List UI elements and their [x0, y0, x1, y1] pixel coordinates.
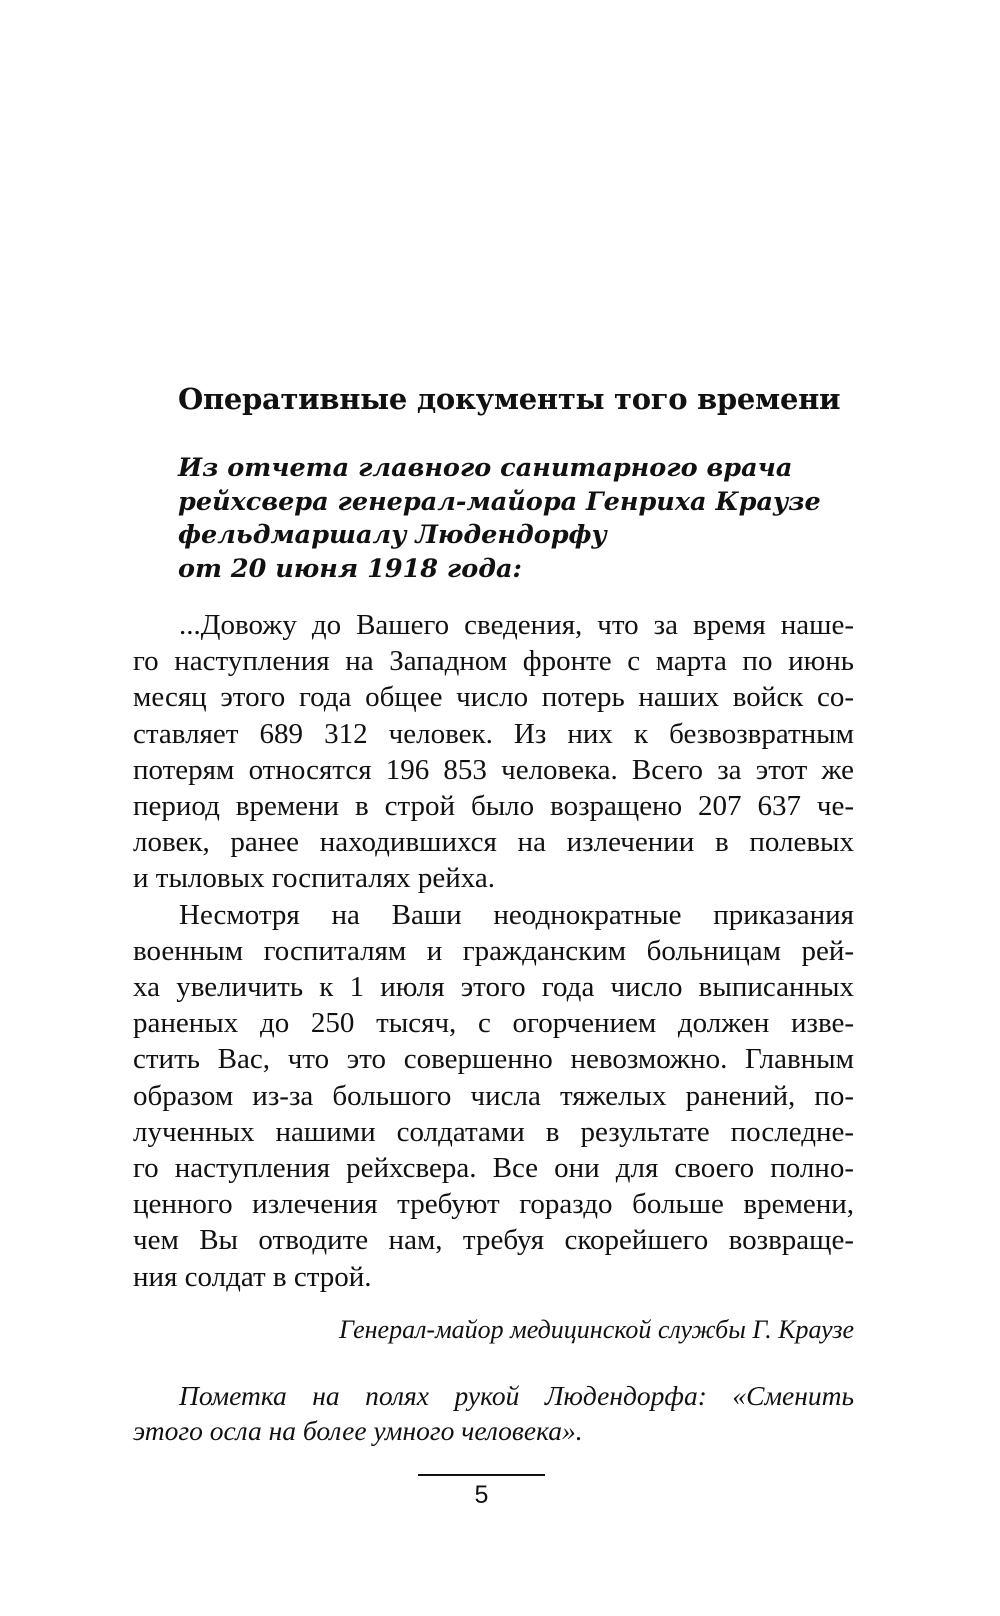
body-line: ставляет 689 312 человек. Из них к безвозвратным: [133, 717, 854, 750]
body-line: го наступления на Западном фронте с марта по июнь: [133, 645, 854, 678]
report-header: [178, 452, 821, 586]
body-line: потерям относятся 196 853 человека. Всего за этот же: [133, 753, 854, 786]
margin-note-line: этого осла на более умного человека».: [133, 1415, 583, 1446]
body-line: ния солдат в строй.: [133, 1260, 372, 1293]
signature: Генерал-майор медицинской службы Г. Краузе: [339, 1315, 854, 1344]
body-line: лученных нашими солдатами в результате последне-: [133, 1115, 854, 1148]
report-header-line: фельдмаршалу Людендорфу: [178, 520, 607, 550]
body-line: го наступления рейхсвера. Все они для своего полно-: [133, 1152, 854, 1185]
body-line: военным госпиталям и гражданским больницам рей-: [133, 934, 854, 967]
margin-note: [133, 1378, 854, 1448]
body-line: период времени в строй было возращено 207 637 че-: [133, 790, 854, 823]
report-body: [133, 607, 854, 1295]
report-header-line: Из отчета главного санитарного врача: [178, 453, 793, 483]
body-line: ценного излечения требуют гораздо больше времени,: [133, 1188, 854, 1221]
body-line: образом из-за большого числа тяжелых ранений, по-: [133, 1079, 854, 1112]
body-line: раненых до 250 тысяч, с огорчением должен изве-: [133, 1007, 854, 1040]
body-line: ...Довожу до Вашего сведения, что за время наше-: [179, 609, 854, 641]
margin-note-line: Пометка на полях рукой Людендорфа: «Сменить: [179, 1380, 854, 1411]
report-header-line: рейхсвера генерал-майора Генриха Краузе: [178, 486, 821, 517]
body-line: месяц этого года общее число потерь наших войск со-: [133, 681, 854, 714]
section-title: Оперативные документы того времени: [178, 382, 841, 416]
page-number: 5: [474, 1481, 489, 1509]
body-line: Несмотря на Ваши неоднократные приказания: [179, 898, 854, 931]
body-line: чем Вы отводите нам, требуя скорейшего возвраще-: [133, 1224, 854, 1257]
body-line: ха увеличить к 1 июля этого года число выписанных: [133, 971, 854, 1004]
body-line: ловек, ранее находившихся на излечении в полевых: [133, 826, 854, 859]
body-line: и тыловых госпиталях рейха.: [133, 862, 495, 895]
report-header-date: от 20 июня 1918 года:: [178, 553, 522, 584]
body-line: стить Вас, что это совершенно невозможно. Главным: [133, 1043, 854, 1076]
folio-rule: [418, 1474, 545, 1476]
